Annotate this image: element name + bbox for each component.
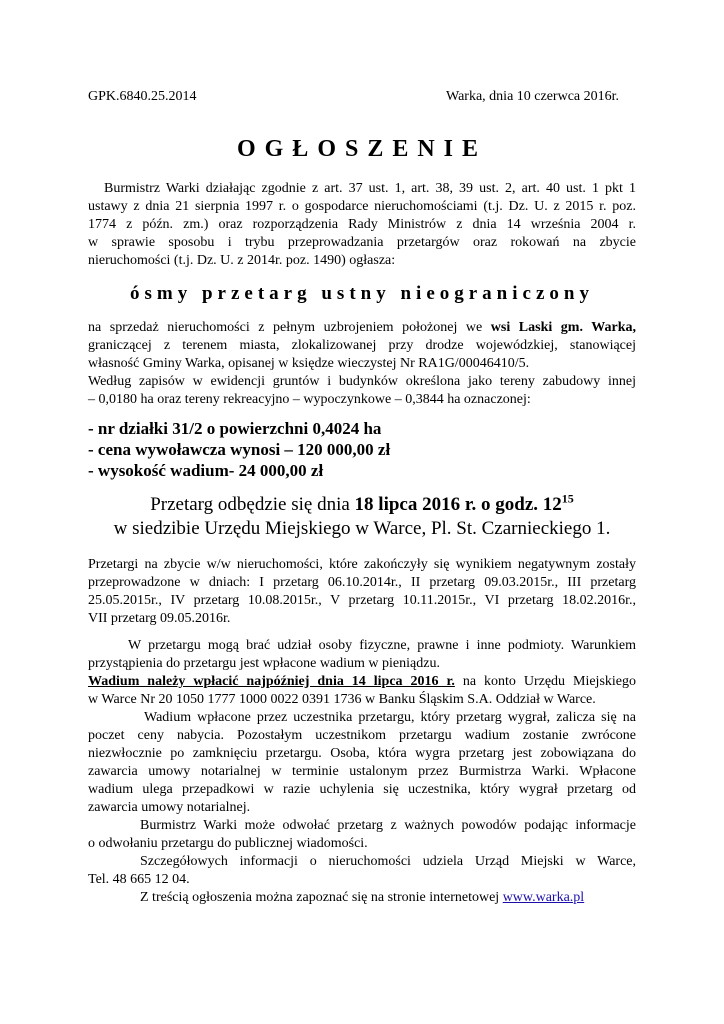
previous-line: 25.05.2015r., IV przetarg 10.08.2015r., V przetarg 10.11.2015r., VI przetarg 18.02.2016r., [88,593,636,608]
auction-type-heading: ósmy przetarg ustny nieograniczony [130,283,594,304]
intro-line: w sprawie sposobu i trybu przeprowadzania przetargów oraz rokowań na zbycie [88,235,636,250]
rules-line: W przetargu mogą brać udział osoby fizyczne, prawne i inne podmioty. Warunkiem [128,638,636,653]
sale-line: Według zapisów w ewidencji gruntów i budynków określona jako tereny zabudowy innej [88,374,636,389]
auction-rules [88,637,636,907]
intro-line: 1774 z późn. zm.) oraz rozporządzenia Rady Ministrów z dnia 14 września 2004 r. [88,217,636,232]
previous-auctions-paragraph [88,556,636,628]
sale-line: własność Gminy Warka, opisanej w księdze wieczystej Nr RA1G/00046410/5. [88,356,530,371]
intro-line: Burmistrz Warki działając zgodnie z art. 37 ust. 1, art. 38, 39 ust. 2, art. 40 ust. 1 pkt 1 [104,181,636,196]
rules-line: Szczegółowych informacji o nieruchomości udziela Urząd Miejski w Warce, [140,854,636,869]
auction-date-time: 18 lipca 2016 r. o godz. 12 [354,494,562,515]
website-line [88,889,636,907]
property-key-facts [88,418,390,481]
sale-line: – 0,0180 ha oraz tereny rekreacyjno – wypoczynkowe – 0,3844 ha oznaczonej: [88,392,531,407]
document-title: OGŁOSZENIE [236,136,488,162]
starting-price: - cena wywoławcza wynosi – 120 000,00 zł [88,440,391,459]
auction-location: w siedzibie Urzędu Miejskiego w Warce, Pl. St. Czarnieckiego 1. [113,518,611,539]
sale-line: graniczącej z terenem miasta, zlokalizowanej przy drodze wojewódzkiej, stanowiącej [88,338,636,353]
auction-time-minutes: 15 [561,491,574,506]
rules-line: przystąpienia do przetargu jest wpłacone wadium w pieniądzu. [88,656,440,671]
reference-number: GPK.6840.25.2014 [88,89,197,104]
auction-date-intro: Przetarg odbędzie się dnia [150,494,355,515]
rules-line: poczet ceny nabycia. Pozostałym uczestnikom przetargu wadium zostanie zwrócone [88,728,636,743]
website-link[interactable]: www.warka.pl [502,890,585,905]
previous-line: Przetargi na zbycie w/w nieruchomości, które zakończyły się wynikiem negatywnym zostały [88,557,636,572]
bank-account-line: w Warce Nr 20 1050 1777 1000 0022 0391 1736 w Banku Śląskim S.A. Oddział w Warce. [88,692,596,707]
deposit-deadline: Wadium należy wpłacić najpóźniej dnia 14 lipca 2016 r. [88,674,455,689]
auction-date-line [0,493,724,517]
property-description [88,319,636,409]
intro-line: ustawy z dnia 21 sierpnia 1997 r. o gospodarce nieruchomościami (t.j. Dz. U. z 2015 r. poz. [88,199,636,214]
sale-intro-text: na sprzedaż nieruchomości z pełnym uzbrojeniem położonej we [88,320,491,335]
rules-line: o odwołaniu przetargu do publicznej wiadomości. [88,836,368,851]
deposit-account-intro: na konto Urzędu Miejskiego [454,674,636,689]
previous-line: VII przetarg 09.05.2016r. [88,611,231,626]
intro-line: nieruchomości (t.j. Dz. U. z 2014r. poz. 1490) ogłasza: [88,253,396,268]
website-intro: Z treścią ogłoszenia można zapoznać się na stronie internetowej [140,890,503,905]
property-location: wsi Laski gm. Warka, [490,320,637,335]
phone-line: Tel. 48 665 12 04. [88,872,190,887]
rules-line: zawarcia umowy notarialnej w terminie ustalonym przez Burmistrza Warki. Wpłacone [88,764,636,779]
rules-line: niezwłocznie po zamknięciu przetargu. Osoba, która wygra przetarg jest zobowiązana do [88,746,636,761]
rules-line: Wadium wpłacone przez uczestnika przetargu, który przetarg wygrał, zalicza się na [144,710,636,725]
rules-line: wadium ulega przepadkowi w razie uchylenia się uczestnika, który wygrał przetarg od [88,782,636,797]
auction-date-block [0,493,724,541]
deposit-amount: - wysokość wadium- 24 000,00 zł [88,461,324,480]
rules-line: zawarcia umowy notarialnej. [88,800,251,815]
sale-line [88,319,636,337]
rules-line: Burmistrz Warki może odwołać przetarg z ważnych powodów podając informacje [140,818,636,833]
previous-line: przeprowadzone w dniach: I przetarg 06.10.2014r., II przetarg 09.03.2015r., III przetarg [88,575,636,590]
plot-number: - nr działki 31/2 o powierzchni 0,4024 ha [88,419,382,438]
deposit-deadline-line [88,673,636,691]
intro-paragraph [88,180,636,270]
document-date: Warka, dnia 10 czerwca 2016r. [446,89,620,104]
